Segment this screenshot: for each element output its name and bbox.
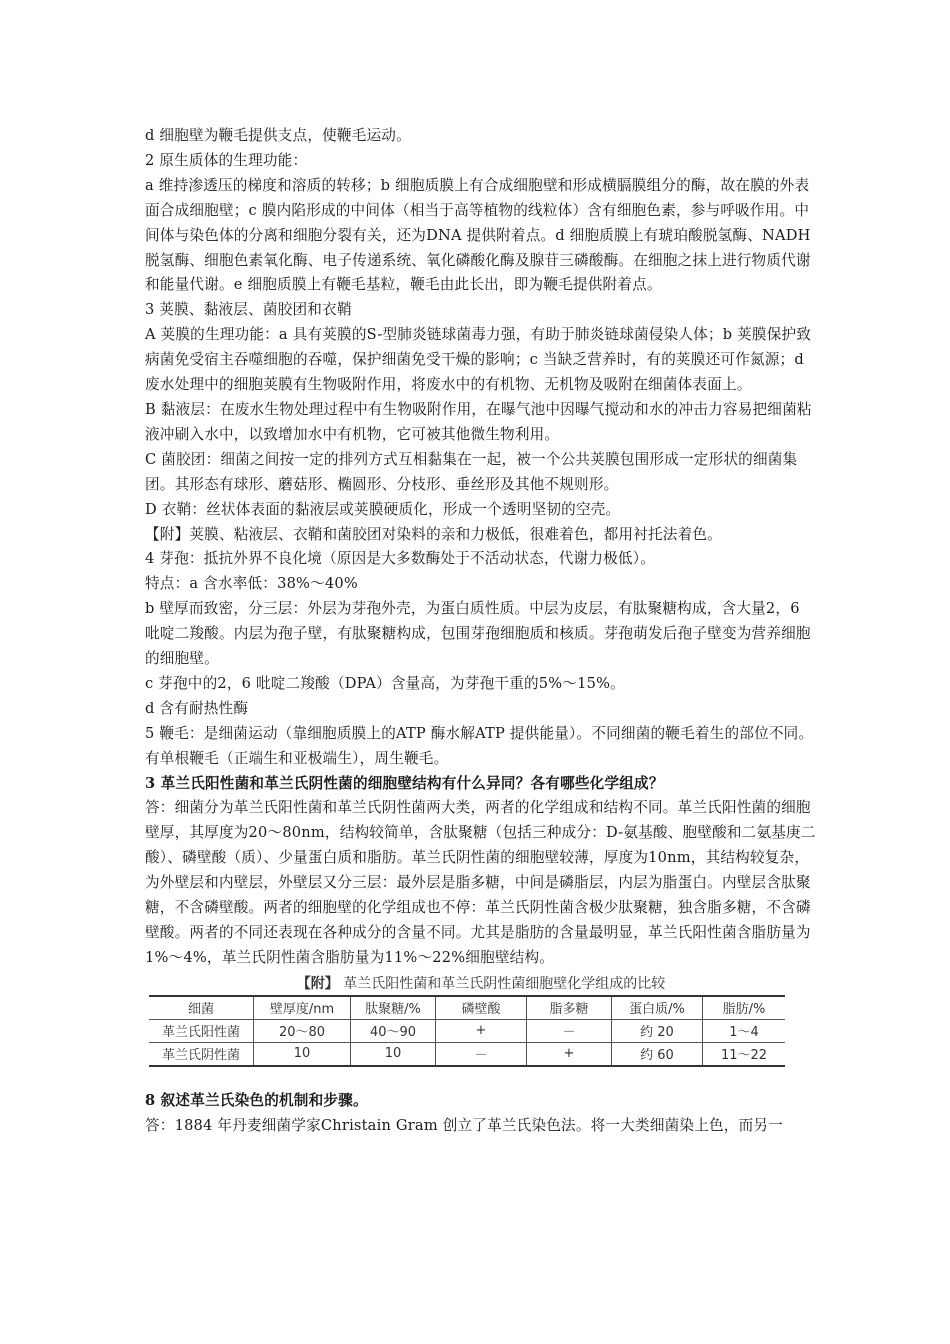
table-cell: 革兰氏阳性菌	[149, 1019, 254, 1042]
table-header-cell: 磷壁酸	[436, 996, 527, 1020]
comparison-table	[149, 995, 785, 1067]
paragraph-membrane-functions: a 维持渗透压的梯度和溶质的转移；b 细胞质膜上有合成细胞壁和形成横膈膜组分的酶，故在膜的外表面合成细胞壁；c 膜内陷形成的中间体（相当于高等植物的线粒体）含有细胞色素，参与呼吸作用。中间体与染色体的分离和细胞分裂有关，还为DNA 提供附着点。d 细胞质膜上有琥珀酸脱氢酶、NADH 脱氢酶、细胞色素氧化酶、电子传递系统、氧化磷酸化酶及腺苷三磷酸酶。在细胞之抹上进行物质代谢和能量代谢。e 细胞质膜上有鞭毛基粒，鞭毛由此长出，即为鞭毛提供附着点。	[145, 176, 811, 294]
table-header-row	[149, 996, 785, 1020]
table-cell: 1～4	[703, 1019, 786, 1042]
answer-gram-stain: 答：1884 年丹麦细菌学家Christain Gram 创立了革兰氏染色法。将一大类细菌染上色，而另一	[145, 1116, 783, 1134]
table-cell: －	[527, 1019, 612, 1042]
table-cell: 40～90	[351, 1019, 436, 1042]
table-cell: 约 20	[612, 1019, 703, 1042]
document-body	[145, 124, 817, 1139]
question-gram-wall: 3 革兰氏阳性菌和革兰氏阴性菌的细胞壁结构有什么异同？各有哪些化学组成？	[145, 774, 664, 792]
heading-capsule-section: 3 荚膜、黏液层、菌胶团和衣鞘	[145, 301, 352, 319]
table-cell: 10	[351, 1042, 436, 1066]
paragraph-appendix-note: 【附】荚膜、粘液层、衣鞘和菌胶团对染料的亲和力极低，很难着色，都用衬托法着色。	[145, 525, 722, 543]
table-caption-text: 革兰氏阳性菌和革兰氏阴性菌细胞壁化学组成的比较	[343, 975, 666, 992]
table-header-cell: 细菌	[149, 996, 254, 1020]
paragraph-flagellum-support: d 细胞壁为鞭毛提供支点，使鞭毛运动。	[145, 127, 411, 144]
table-cell: 10	[254, 1042, 351, 1066]
table-header-cell: 壁厚度/nm	[254, 996, 351, 1020]
paragraph-sheath: D 衣鞘：丝状体表面的黏液层或荚膜硬质化，形成一个透明坚韧的空壳。	[145, 500, 621, 518]
spacer	[145, 1067, 817, 1089]
table-cell: 革兰氏阴性菌	[149, 1042, 254, 1066]
table-cell: +	[436, 1019, 527, 1042]
paragraph-capsule-functions: A 荚膜的生理功能：a 具有荚膜的S-型肺炎链球菌毒力强，有助于肺炎链球菌侵染人体；b 荚膜保护致病菌免受宿主吞噬细胞的吞噬，保护细菌免受干燥的影响；c 当缺乏营养时，有的荚膜还可作氮源；d 废水处理中的细胞荚膜有生物吸附作用，将废水中的有机物、无机物及吸附在细菌体表面上。	[145, 326, 812, 394]
paragraph-spore-wall: b 壁厚而致密，分三层：外层为芽孢外壳，为蛋白质性质。中层为皮层，有肽聚糖构成，含大量2，6 吡啶二羧酸。内层为孢子壁，有肽聚糖构成，包围芽孢细胞质和核质。芽孢萌发后孢子壁变为营养细胞的细胞壁。	[145, 600, 811, 668]
table-header-cell: 脂多糖	[527, 996, 612, 1020]
table-cell: －	[436, 1042, 527, 1066]
table-header-cell: 蛋白质/%	[612, 996, 703, 1020]
table-cell: 20～80	[254, 1019, 351, 1042]
table-row	[149, 1042, 785, 1066]
paragraph-spore-dpa: c 芽孢中的2，6 吡啶二羧酸（DPA）含量高，为芽孢干重的5%～15%。	[145, 674, 625, 692]
table-header-cell: 脂肪/%	[703, 996, 786, 1020]
paragraph-flagellum: 5 鞭毛：是细菌运动（靠细胞质膜上的ATP 酶水解ATP 提供能量）。不同细菌的鞭毛着生的部位不同。有单根鞭毛（正端生和亚极端生），周生鞭毛。	[145, 724, 814, 767]
paragraph-zoogloea: C 菌胶团：细菌之间按一定的排列方式互相黏集在一起，被一个公共荚膜包围形成一定形状的细菌集团。其形态有球形、蘑菇形、椭圆形、分枝形、垂丝形及其他不规则形。	[145, 450, 798, 493]
question-gram-stain: 8 叙述革兰氏染色的机制和步骤。	[145, 1091, 368, 1109]
paragraph-heat-enzyme: d 含有耐热性酶	[145, 699, 249, 717]
paragraph-spore: 4 芽孢：抵抗外界不良化境（原因是大多数酶处于不活动状态，代谢力极低）。	[145, 550, 656, 568]
table-row	[149, 1019, 785, 1042]
table-caption-bracket: 【附】	[296, 975, 339, 992]
heading-protoplast-functions: 2 原生质体的生理功能：	[145, 151, 308, 169]
answer-gram-wall: 答：细菌分为革兰氏阳性菌和革兰氏阴性菌两大类，两者的化学组成和结构不同。革兰氏阳性菌的细胞壁厚，其厚度为20～80nm，结构较简单，含肽聚糖（包括三种成分：D-氨基酸、胞壁酸和二氨基庚二酸）、磷壁酸（质）、少量蛋白质和脂肪。革兰氏阴性菌的细胞壁较薄，厚度为10nm，其结构较复杂，为外壁层和内壁层，外壁层又分三层：最外层是脂多糖，中间是磷脂层，内层为脂蛋白。内壁层含肽聚糖，不含磷壁酸。两者的细胞壁的化学组成也不停：革兰氏阴性菌含极少肽聚糖，独含脂多糖，不含磷壁酸。两者的不同还表现在各种成分的含量不同。尤其是脂肪的含量最明显，革兰氏阳性菌含脂肪量为1%～4%，革兰氏阴性菌含脂肪量为11%～22%细胞壁结构。	[145, 799, 816, 966]
table-cell: 约 60	[612, 1042, 703, 1066]
table-caption	[145, 973, 817, 995]
paragraph-slime-layer: B 黏液层：在废水生物处理过程中有生物吸附作用，在曝气池中因曝气搅动和水的冲击力容易把细菌粘液冲刷入水中，以致增加水中有机物，它可被其他微生物利用。	[145, 400, 812, 443]
table-cell: 11～22	[703, 1042, 786, 1066]
paragraph-spore-features: 特点：a 含水率低：38%～40%	[145, 575, 358, 593]
table-header-cell: 肽聚糖/%	[351, 996, 436, 1020]
table-cell: +	[527, 1042, 612, 1066]
